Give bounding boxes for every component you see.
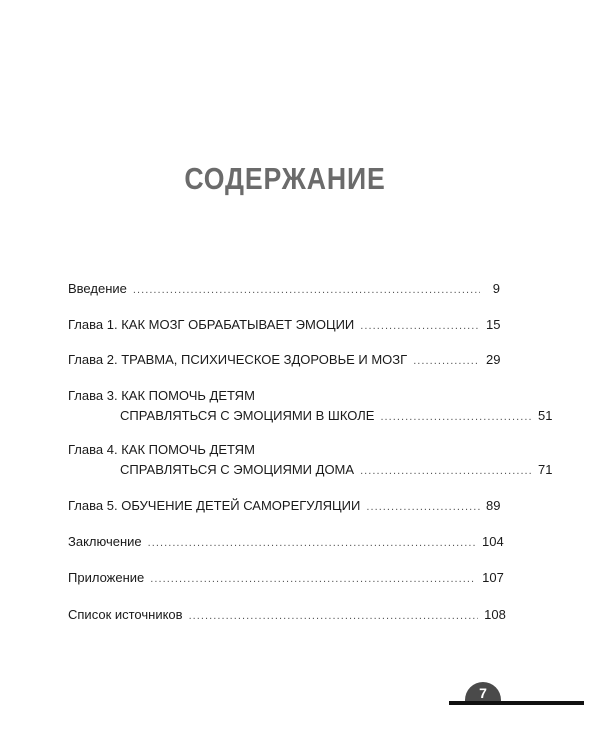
chapter-heading-line-2: СПРАВЛЯТЬСЯ С ЭМОЦИЯМИ В ШКОЛЕ — [120, 408, 375, 423]
toc-entry-chapter-2[interactable] — [68, 352, 500, 369]
toc-entry-chapter-4[interactable] — [68, 442, 553, 479]
dot-leader — [148, 535, 476, 551]
chapter-prefix: Глава 3. — [68, 388, 118, 403]
toc-entry-label: Список источников — [68, 607, 183, 622]
toc-page-number: 15 — [486, 317, 501, 332]
toc-entry-conclusion[interactable] — [68, 534, 504, 551]
chapter-heading-line-1: КАК ПОМОЧЬ ДЕТЯМ — [121, 442, 255, 457]
chapter-prefix: Глава 1. — [68, 317, 118, 332]
toc-entry-references[interactable] — [68, 607, 506, 624]
toc-entry-appendix[interactable] — [68, 570, 504, 587]
chapter-prefix: Глава 5. — [68, 498, 118, 513]
dot-leader — [413, 353, 480, 369]
toc-page-number: 107 — [482, 570, 504, 585]
toc-entry-introduction[interactable] — [68, 281, 500, 298]
chapter-heading: ОБУЧЕНИЕ ДЕТЕЙ САМОРЕГУЛЯЦИИ — [121, 498, 361, 513]
toc-page-number: 29 — [486, 352, 501, 367]
dot-leader — [360, 318, 480, 334]
toc-page-number: 51 — [538, 408, 553, 423]
chapter-heading: КАК МОЗГ ОБРАБАТЫВАЕТ ЭМОЦИИ — [121, 317, 355, 332]
dot-leader — [360, 463, 532, 479]
chapter-prefix: Глава 4. — [68, 442, 118, 457]
page-number-badge: 7 — [465, 682, 501, 704]
dot-leader — [366, 499, 480, 515]
chapter-heading-line-2: СПРАВЛЯТЬСЯ С ЭМОЦИЯМИ ДОМА — [120, 462, 355, 477]
toc-entry-label: Введение — [68, 281, 127, 296]
toc-page-number: 104 — [482, 534, 504, 549]
toc-entry-chapter-5[interactable] — [68, 498, 500, 515]
dot-leader — [150, 571, 476, 587]
toc-entry-label: Заключение — [68, 534, 142, 549]
chapter-heading-line-1: КАК ПОМОЧЬ ДЕТЯМ — [121, 388, 255, 403]
footer-rule — [449, 701, 584, 705]
toc-entry-chapter-3[interactable] — [68, 388, 553, 425]
dot-leader — [133, 282, 480, 298]
toc-entry-chapter-1[interactable] — [68, 317, 500, 334]
toc-page-number: 9 — [492, 281, 500, 296]
toc-page-number: 108 — [484, 607, 506, 622]
toc-entry-label: Приложение — [68, 570, 145, 585]
chapter-prefix: Глава 2. — [68, 352, 118, 367]
dot-leader — [189, 608, 479, 624]
page-title: СОДЕРЖАНИЕ — [184, 161, 386, 196]
dot-leader — [380, 409, 532, 425]
toc-page-number: 71 — [538, 462, 553, 477]
chapter-heading: ТРАВМА, ПСИХИЧЕСКОЕ ЗДОРОВЬЕ И МОЗГ — [121, 352, 408, 367]
toc-page-number: 89 — [486, 498, 501, 513]
